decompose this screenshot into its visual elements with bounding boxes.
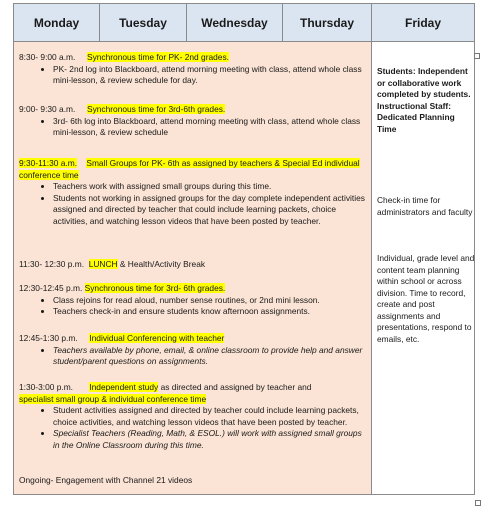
block-900	[19, 104, 365, 139]
list-item: • Student activities assigned and directed by teacher could include learning packets, choice activities, and watching lesson videos that have been posted by teacher.	[53, 405, 365, 428]
friday-checkin-note: Check-in time for administrators and faculty	[377, 195, 473, 217]
friday-planning-note: Individual, grade level and content team planning within school or across division. Time to record, create and post assignments and presentations, respond to emails, etc.	[377, 253, 475, 344]
friday-staff-note: Students: Independent or collaborative work completed by students. Instructional Staff: Dedicated Planning Time	[377, 66, 471, 134]
block-1230	[19, 283, 365, 318]
header-tuesday: Tuesday	[100, 4, 187, 42]
block-930	[19, 158, 365, 227]
list-item: • Class rejoins for read aloud, number sense routines, or 2nd mini lesson.	[53, 295, 365, 307]
list-item: • Teachers work with assigned small groups during this time.	[53, 181, 365, 193]
block-time: 1:30-3:00 p.m.	[19, 382, 74, 392]
list-item: • Students not working in assigned groups for the day complete independent activities assigned and directed by teacher that could include learning packets, choice activities, and watching lesson videos that have been posted by teacher.	[53, 193, 365, 228]
block-time: 12:45-1:30 p.m.	[19, 333, 78, 343]
block-title: Synchronous time for 3rd-6th grades.	[86, 104, 226, 114]
block-title: Synchronous time for 3rd- 6th grades.	[84, 283, 226, 293]
block-time: 9:00- 9:30 a.m.	[19, 104, 76, 114]
table-resize-handle-bottom[interactable]	[475, 500, 481, 506]
block-suffix: & Health/Activity Break	[119, 259, 206, 269]
block-title: Synchronous time for PK- 2nd grades.	[86, 52, 229, 62]
block-time: 8:30- 9:00 a.m.	[19, 52, 76, 62]
block-time: 11:30- 12:30 p.m.	[19, 259, 85, 269]
block-title: LUNCH	[88, 259, 118, 269]
schedule-table	[13, 3, 475, 495]
list-item: • Teachers available by phone, email, & online classroom to provide help and answer student/parent questions on assignments.	[53, 345, 365, 368]
block-lunch	[19, 259, 365, 271]
block-title: Small Groups for PK- 6th as assigned by teachers & Special Ed individual conference time	[19, 158, 360, 180]
list-item: • Specialist Teachers (Reading, Math, & ESOL.) will work with assigned small groups in the Online Classroom during this time.	[53, 428, 365, 451]
block-title-2: specialist small group & individual conference time	[19, 393, 207, 404]
block-1245	[19, 333, 365, 368]
block-time: 9:30-11:30 a.m.	[19, 158, 78, 168]
list-item: • PK- 2nd log into Blackboard, attend morning meeting with class, attend whole class mini-lesson, & review schedule for day.	[53, 64, 365, 87]
header-thursday: Thursday	[283, 4, 372, 42]
friday-cell	[372, 42, 474, 494]
block-suffix: as directed and assigned by teacher and	[160, 382, 312, 392]
block-130	[19, 382, 365, 451]
header-monday: Monday	[14, 4, 100, 42]
ongoing-note: Ongoing- Engagement with Channel 21 videos	[19, 475, 193, 485]
list-item: • Teachers check-in and ensure students know afternoon assignments.	[53, 306, 365, 318]
table-resize-handle[interactable]	[474, 53, 480, 59]
header-friday: Friday	[372, 4, 474, 42]
block-title: Independent study	[89, 382, 159, 392]
block-830	[19, 52, 365, 87]
block-title: Individual Conferencing with teacher	[89, 333, 225, 343]
block-time: 12:30-12:45 p.m.	[19, 283, 83, 293]
mon-thu-schedule-cell	[14, 42, 372, 494]
list-item: • 3rd- 6th log into Blackboard, attend morning meeting with class, attend whole class mini-lesson, & review schedule	[53, 116, 365, 139]
header-wednesday: Wednesday	[187, 4, 283, 42]
